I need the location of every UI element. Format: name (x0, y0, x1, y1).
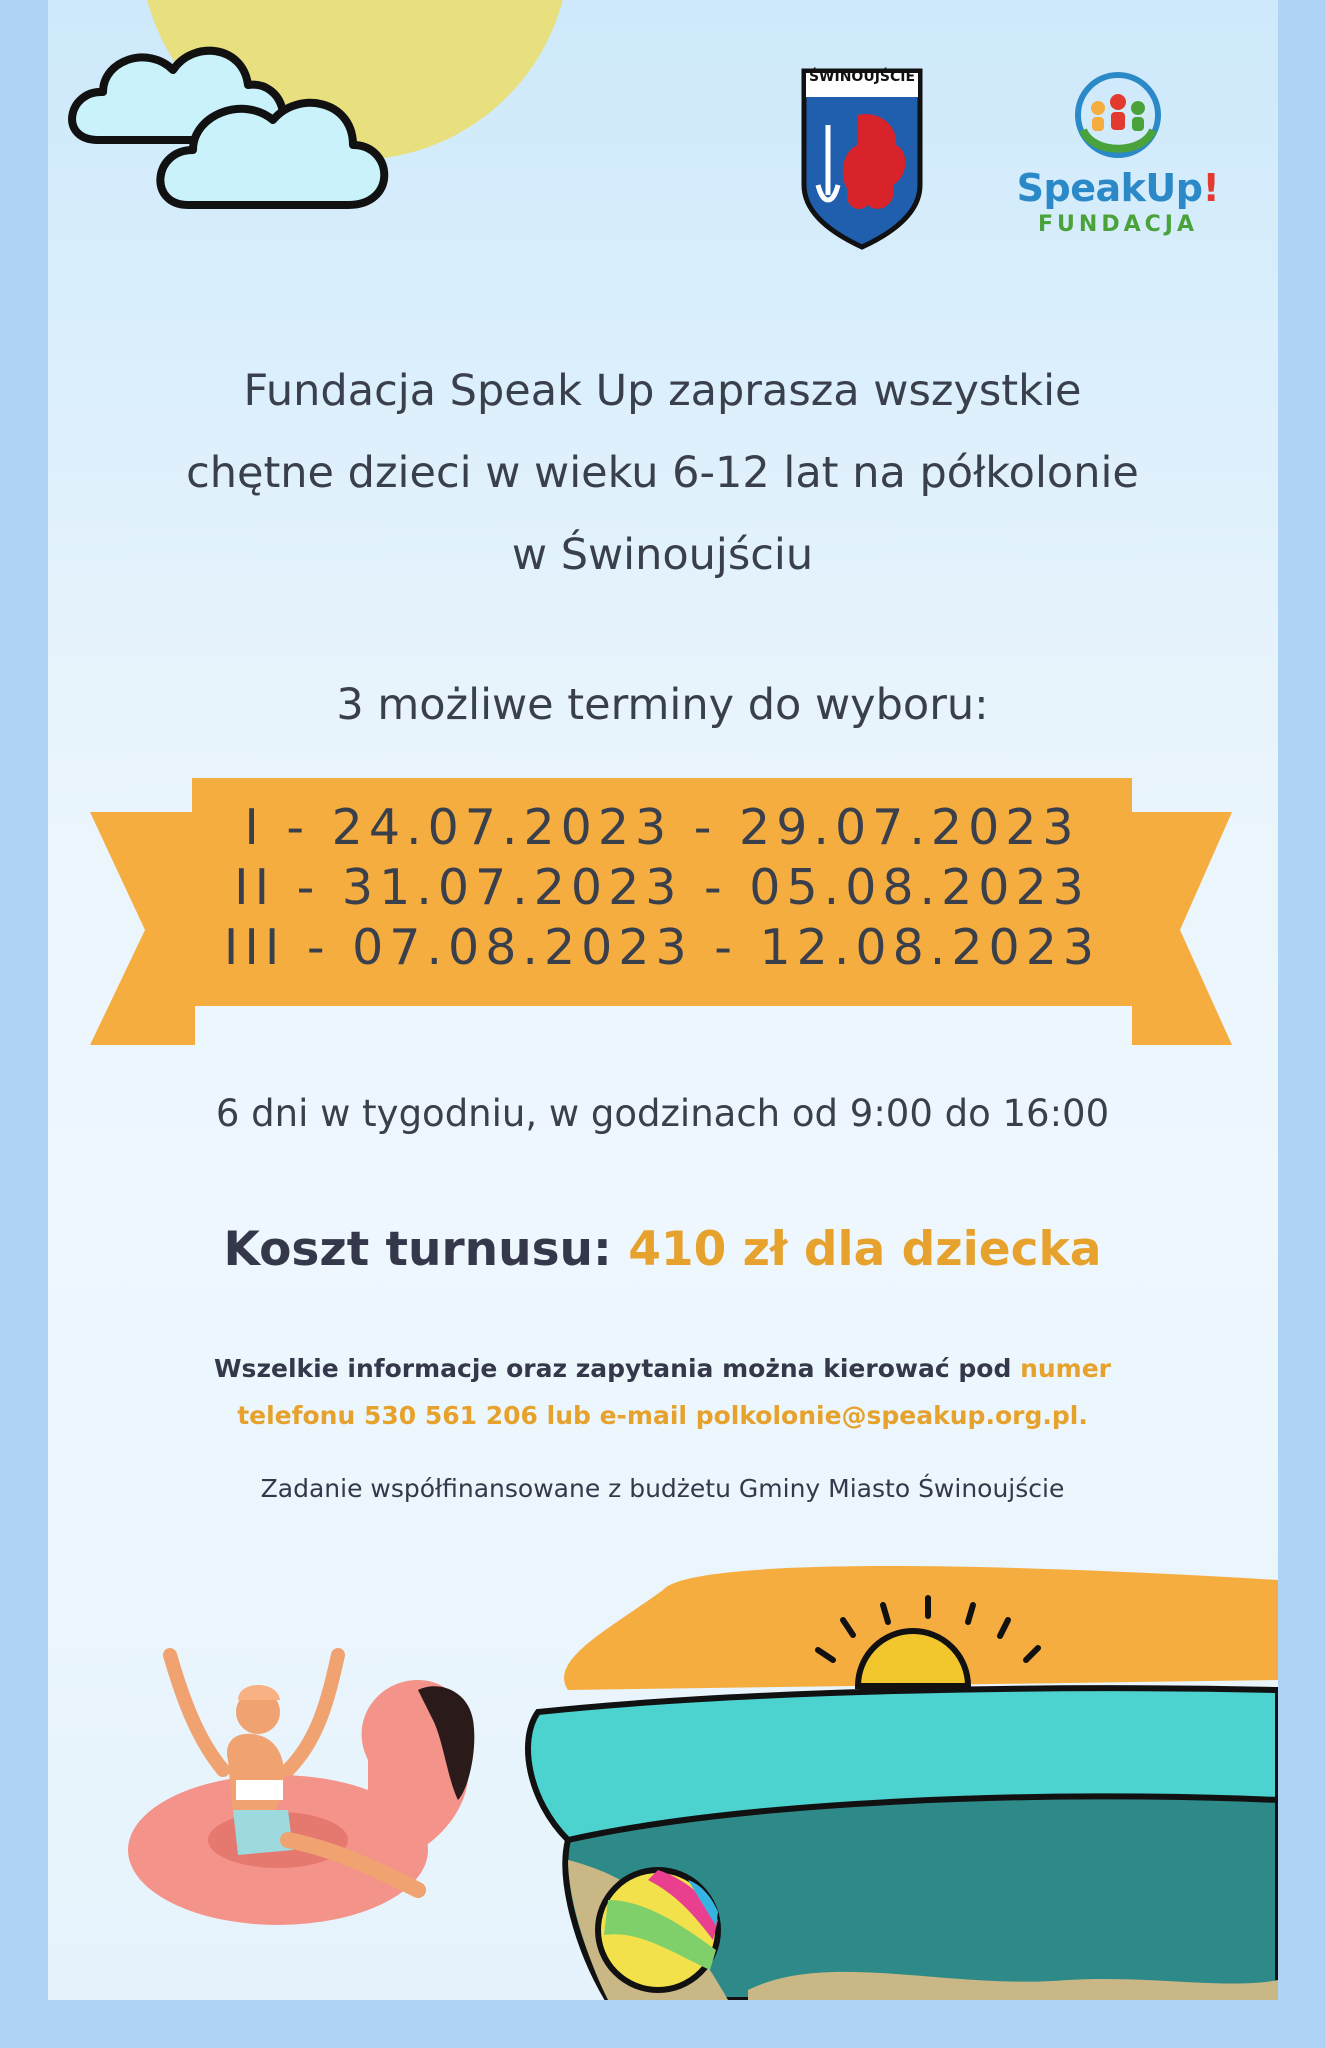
term-date-1: I - 24.07.2023 - 29.07.2023 (244, 799, 1080, 856)
contact-info (0, 1345, 1325, 1439)
schedule-text: 6 dni w tygodniu, w godzinach od 9:00 do 16:00 (215, 1092, 1110, 1135)
cost-label: Koszt turnusu: (223, 1222, 612, 1277)
contact-text: Wszelkie informacje oraz zapytania można kierować pod (213, 1354, 1012, 1383)
intro-line-1: Fundacja Speak Up zaprasza wszystkie (243, 366, 1082, 416)
term-date-2: II - 31.07.2023 - 05.08.2023 (234, 859, 1090, 916)
intro-line-2: chętne dzieci w wieku 6-12 lat na półkolonie (186, 448, 1139, 498)
speakup-wordmark: SpeakUp! (1016, 166, 1220, 210)
dates-list (192, 798, 1132, 978)
ribbon-left-tail (90, 812, 195, 1045)
intro-text (0, 350, 1325, 596)
cost-line (0, 1222, 1325, 1277)
speakup-subtitle: FUNDACJA (1038, 212, 1198, 237)
intro-line-3: w Świnoujściu (511, 530, 814, 580)
ribbon-right-tail (1132, 812, 1232, 1045)
dates-banner (192, 778, 1132, 1006)
crest-label: ŚWINOUJŚCIE (808, 69, 916, 85)
contact-details: telefonu 530 561 206 lub e-mail polkolonie@speakup.org.pl. (237, 1401, 1088, 1430)
cofinance-note: Zadanie współfinansowane z budżetu Gminy Miasto Świnoujście (260, 1474, 1065, 1503)
term-date-3: III - 07.08.2023 - 12.08.2023 (223, 919, 1101, 976)
terms-heading: 3 możliwe terminy do wyboru: (336, 680, 989, 730)
contact-accent-1: numer (1020, 1354, 1112, 1383)
cost-value: 410 zł dla dziecka (628, 1222, 1102, 1277)
